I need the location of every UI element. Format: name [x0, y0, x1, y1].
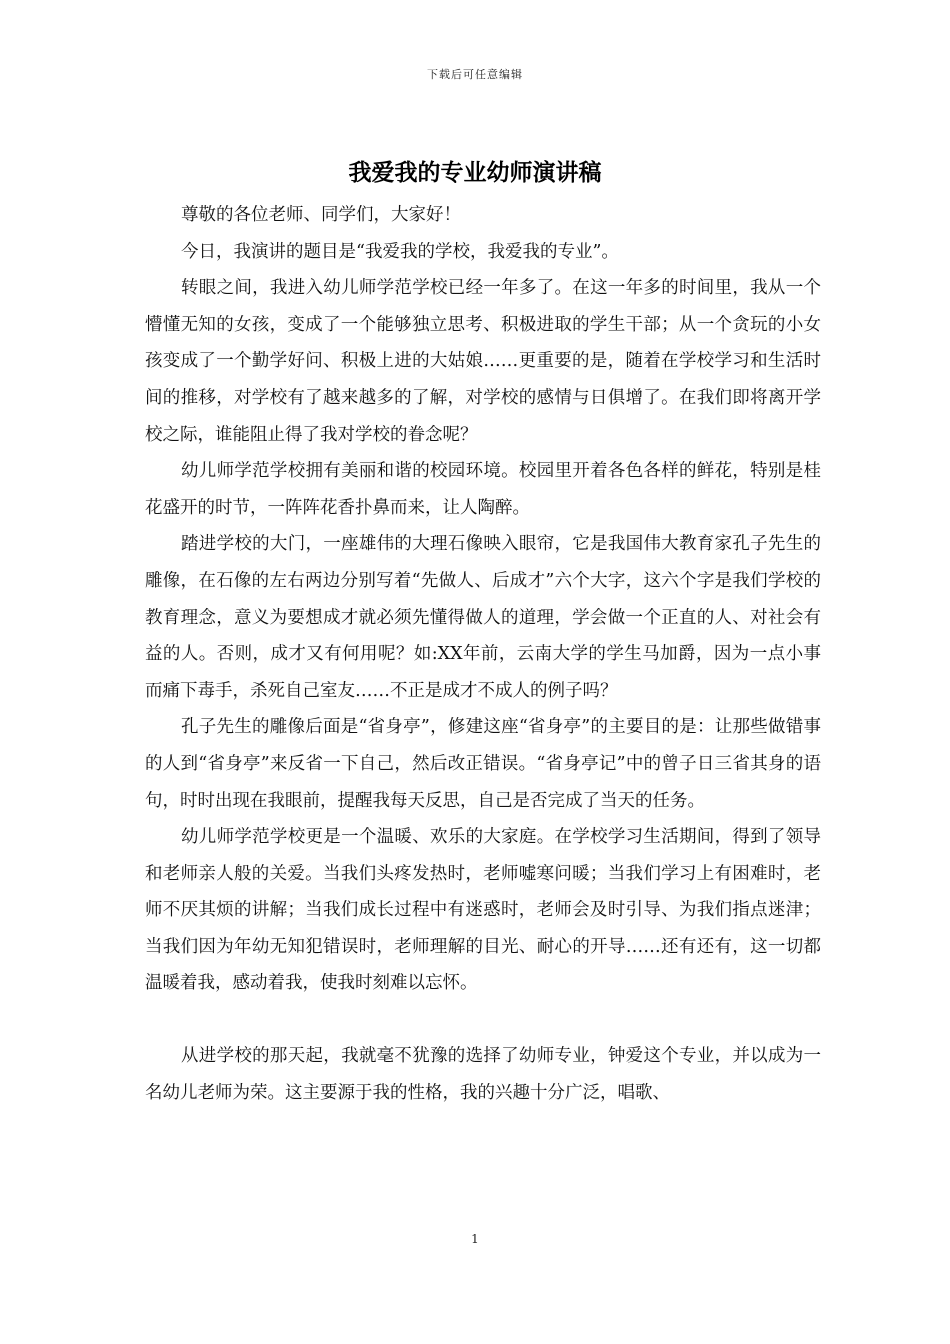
header-note: 下载后可任意编辑: [427, 68, 523, 81]
paragraph-confucius-statue: 踏进学校的大门，一座雄伟的大理石像映入眼帘，它是我国伟大教育家孔子先生的雕像，在石像的左右两边分别写着“先做人、后成才”六个大字，这六个字是我们学校的教育理念，意义为要想成才就必须先懂得做人的道理，学会做一个正直的人、对社会有益的人。否则，成才又有何用呢？如:XX年前，云南大学的学生马加爵，因为一点小事而痛下毒手，杀死自己室友……不正是成才不成人的例子吗？: [145, 534, 821, 701]
page-number: 1: [471, 1232, 479, 1246]
paragraph-greeting: 尊敬的各位老师、同学们，大家好！: [181, 205, 461, 225]
document-body: [145, 197, 821, 1111]
paragraph-reflection-pavilion: 孔子先生的雕像后面是“省身亭”，修建这座“省身亭”的主要目的是：让那些做错事的人到“省身亭”来反省一下自己，然后改正错误。“省身亭记”中的曾子日三省其身的语句，时时出现在我眼前，提醒我每天反思，自己是否完成了当天的任务。: [145, 717, 821, 811]
paragraph-warm-family: 幼儿师学范学校更是一个温暖、欢乐的大家庭。在学校学习生活期间，得到了领导和老师亲人般的关爱。当我们头疼发热时，老师嘘寒问暖；当我们学习上有困难时，老师不厌其烦的讲解；当我们成长过程中有迷惑时，老师会及时引导、为我们指点迷津；当我们因为年幼无知犯错误时，老师理解的目光、耐心的开导……还有还有，这一切都温暖着我，感动着我，使我时刻难以忘怀。: [145, 827, 821, 994]
paragraph-chosen-major: 从进学校的那天起，我就毫不犹豫的选择了幼师专业，钟爱这个专业，并以成为一名幼儿老师为荣。这主要源于我的性格，我的兴趣十分广泛，唱歌、: [145, 1046, 821, 1103]
document-title: 我爱我的专业幼师演讲稿: [348, 159, 602, 186]
paragraph-time-at-school: 转眼之间，我进入幼儿师学范学校已经一年多了。在这一年多的时间里，我从一个懵懂无知的女孩，变成了一个能够独立思考、积极进取的学生干部；从一个贪玩的小女孩变成了一个勤学好问、积极上进的大姑娘……更重要的是，随着在学校学习和生活时间的推移，对学校有了越来越多的了解，对学校的感情与日俱增了。在我们即将离开学校之际，谁能阻止得了我对学校的眷念呢？: [145, 278, 821, 445]
paragraph-campus-environment: 幼儿师学范学校拥有美丽和谐的校园环境。校园里开着各色各样的鲜花，特别是桂花盛开的时节，一阵阵花香扑鼻而来，让人陶醉。: [145, 461, 821, 518]
paragraph-topic: 今日，我演讲的题目是“我爱我的学校，我爱我的专业”。: [181, 241, 619, 262]
